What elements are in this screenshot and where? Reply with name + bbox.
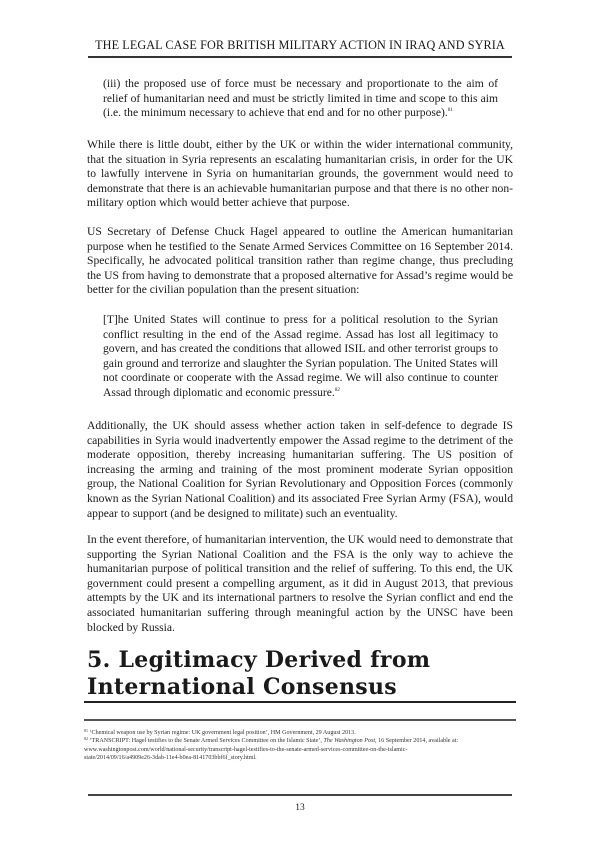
paragraph-humanitarian-crisis: While there is little doubt, either by the UK or within the wider international community, that the situation in Syria represents an escalating humanitarian crisis, in order for the UK to lawfully intervene in Syria on humanitarian grounds, the government would need to demonstrate that there is an achievable humanitarian purpose and that there is no other non-military option which would better achieve that purpose. [87,138,513,210]
footnotes [84,729,516,762]
footnote-url-continued[interactable]: state/2014/09/16/a4909e26-3dab-11e4-b0ea-8141703bbf6f_story.html. [84,754,257,761]
page-number: 13 [295,803,305,813]
running-header: THE LEGAL CASE FOR BRITISH MILITARY ACTION IN IRAQ AND SYRIA [95,38,505,52]
footer-rule [88,794,512,796]
heading-rule [84,701,516,703]
header-rule [88,56,512,58]
quote-text: (iii) the proposed use of force must be necessary and proportionate to the aim of relief of humanitarian need and must be strictly limited in time and scope to this aim (i.e. the minimum necessary to achieve that end and for no other purpose). [103,77,498,120]
footnote-url[interactable]: www.washingtonpost.com/world/national-security/transcript-hagel-testifies-to-the-senate-armed-services-committee-on-the-islamic- [84,746,408,753]
section-heading: 5. Legitimacy Derived from International Consensus [87,647,431,700]
footnote-82 [84,737,516,745]
footnote-81 [84,729,516,737]
paragraph-hagel-testimony: US Secretary of Defense Chuck Hagel appeared to outline the American humanitarian purpose when he testified to the Senate Armed Services Committee on 16 September 2014. Specifically, he advocated political transition rather than regime change, thus precluding the US from having to demonstrate that a proposed alternative for Assad’s regime would be better for the civilian population than the present situation: [87,225,513,297]
footnote-number: 81 [84,729,88,733]
block-quote-criterion-iii [103,77,498,121]
footnote-text: , 16 September 2014, available at: [375,738,459,745]
footnote-separator [84,719,516,721]
footnote-publication: The Washington Post [323,738,376,745]
paragraph-assad-empowerment: Additionally, the UK should assess whether action taken in self-defence to degrade IS capabilities in Syria would inadvertently empower the Assad regime to the detriment of the moderate opposition, thereby increasing humanitarian suffering. The US position of increasing the arming and training of the most prominent moderate Syrian opposition group, the National Coalition for Syrian Revolutionary and Opposition Forces (commonly known as the Syrian National Coalition) and its associated Free Syrian Army (FSA), would appear to support (and be designed to militate) such an eventuality. [87,419,513,520]
footnote-text: ‘TRANSCRIPT: Hagel testifies to the Senate Armed Services Committee on the Islamic State’, [88,738,324,745]
footnote-text: ‘Chemical weapon use by Syrian regime: UK government legal position’, HM Government, 29 August 2013. [88,730,356,736]
paragraph-humanitarian-intervention: In the event therefore, of humanitarian intervention, the UK would need to demonstrate that supporting the Syrian National Coalition and the FSA is the only way to achieve the humanitarian purpose of political transition and the relief of suffering. To this end, the UK government could present a compelling argument, as it did in August 2013, that previous attempts by the UK and its international partners to resolve the Syrian conflict and end the associated humanitarian suffering through meaningful action by the UNSC have been blocked by Russia. [87,533,513,634]
quote-text: [T]he United States will continue to press for a political resolution to the Syrian conflict resulting in the end of the Assad regime. Assad has lost all legitimacy to govern, and has created the conditions that allowed ISIL and other terrorist groups to gain ground and terrorize and slaughter the Syrian population. The United States will not coordinate or cooperate with the Assad regime. We will also continue to counter Assad through diplomatic and economic pressure. [103,313,498,399]
footnote-ref[interactable]: 82 [334,387,340,393]
block-quote-us-position [103,313,498,401]
footnote-number: 82 [84,737,88,742]
footnote-ref[interactable]: 81 [447,108,453,114]
